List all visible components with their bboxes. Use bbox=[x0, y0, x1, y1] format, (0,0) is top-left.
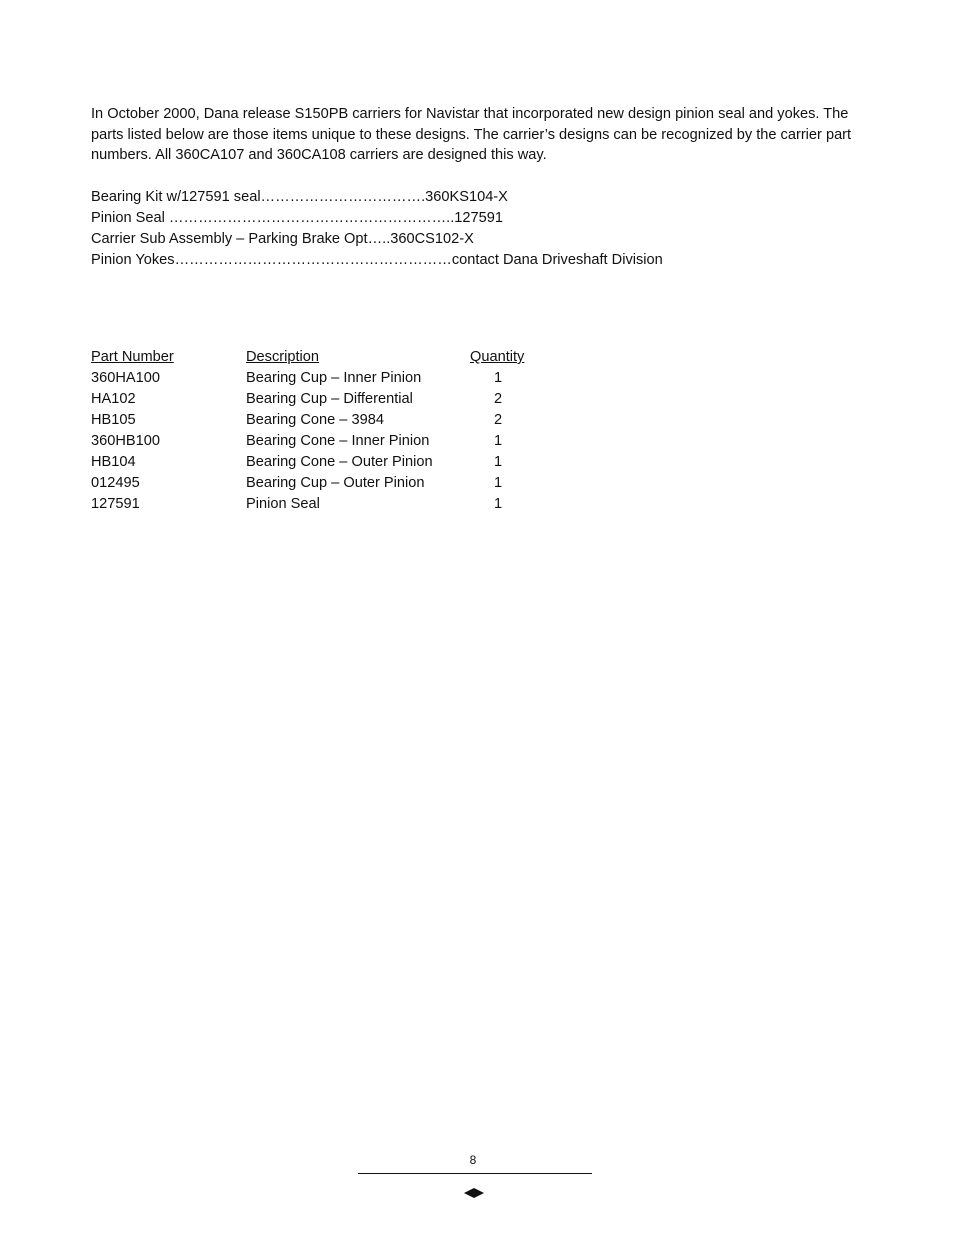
footer-divider bbox=[358, 1173, 592, 1174]
table-row bbox=[91, 473, 550, 494]
description-cell: Bearing Cone – Inner Pinion bbox=[246, 433, 430, 449]
intro-section bbox=[91, 104, 881, 166]
quantity-cell: 1 bbox=[494, 370, 503, 386]
part-number-cell: 127591 bbox=[91, 496, 140, 512]
quantity-cell: 2 bbox=[494, 391, 503, 407]
part-number-cell: HA102 bbox=[91, 391, 136, 407]
diamond-icon bbox=[464, 1188, 484, 1198]
table-row bbox=[91, 389, 550, 410]
header-description: Description bbox=[246, 349, 319, 365]
description-cell: Bearing Cup – Outer Pinion bbox=[246, 475, 425, 491]
part-number-cell: HB104 bbox=[91, 454, 136, 470]
kit-line: Pinion Yokes…………………………………………………contact Dana Driveshaft Division bbox=[91, 252, 663, 268]
header-part-number: Part Number bbox=[91, 349, 174, 365]
table-row bbox=[91, 368, 550, 389]
table-row bbox=[91, 410, 550, 431]
kit-list bbox=[91, 187, 881, 271]
description-cell: Bearing Cone – Outer Pinion bbox=[246, 454, 433, 470]
part-number-cell: HB105 bbox=[91, 412, 136, 428]
kit-line: Carrier Sub Assembly – Parking Brake Opt…..360CS102-X bbox=[91, 231, 474, 247]
parts-table bbox=[91, 347, 550, 515]
description-cell: Bearing Cone – 3984 bbox=[246, 412, 384, 428]
table-row bbox=[91, 494, 550, 515]
header-quantity: Quantity bbox=[470, 349, 525, 365]
intro-paragraph: In October 2000, Dana release S150PB carriers for Navistar that incorporated new design pinion seal and yokes. The parts listed below are those items unique to these designs. The carrier’s designs can be recognized by the carrier part numbers. All 360CA107 and 360CA108 carriers are designed this way. bbox=[91, 106, 852, 164]
table-row bbox=[91, 431, 550, 452]
kit-line: Bearing Kit w/127591 seal…………………………….360KS104-X bbox=[91, 189, 508, 205]
part-number-cell: 360HB100 bbox=[91, 433, 160, 449]
quantity-cell: 1 bbox=[494, 433, 503, 449]
table-row bbox=[91, 452, 550, 473]
description-cell: Pinion Seal bbox=[246, 496, 320, 512]
description-cell: Bearing Cup – Differential bbox=[246, 391, 413, 407]
page-number: 8 bbox=[469, 1153, 477, 1167]
quantity-cell: 1 bbox=[494, 475, 503, 491]
description-cell: Bearing Cup – Inner Pinion bbox=[246, 370, 422, 386]
quantity-cell: 2 bbox=[494, 412, 503, 428]
quantity-cell: 1 bbox=[494, 496, 503, 512]
part-number-cell: 360HA100 bbox=[91, 370, 160, 386]
kit-line: Pinion Seal …………………………………………………..127591 bbox=[91, 210, 503, 226]
quantity-cell: 1 bbox=[494, 454, 503, 470]
part-number-cell: 012495 bbox=[91, 475, 140, 491]
parts-table-header-row bbox=[91, 347, 550, 368]
